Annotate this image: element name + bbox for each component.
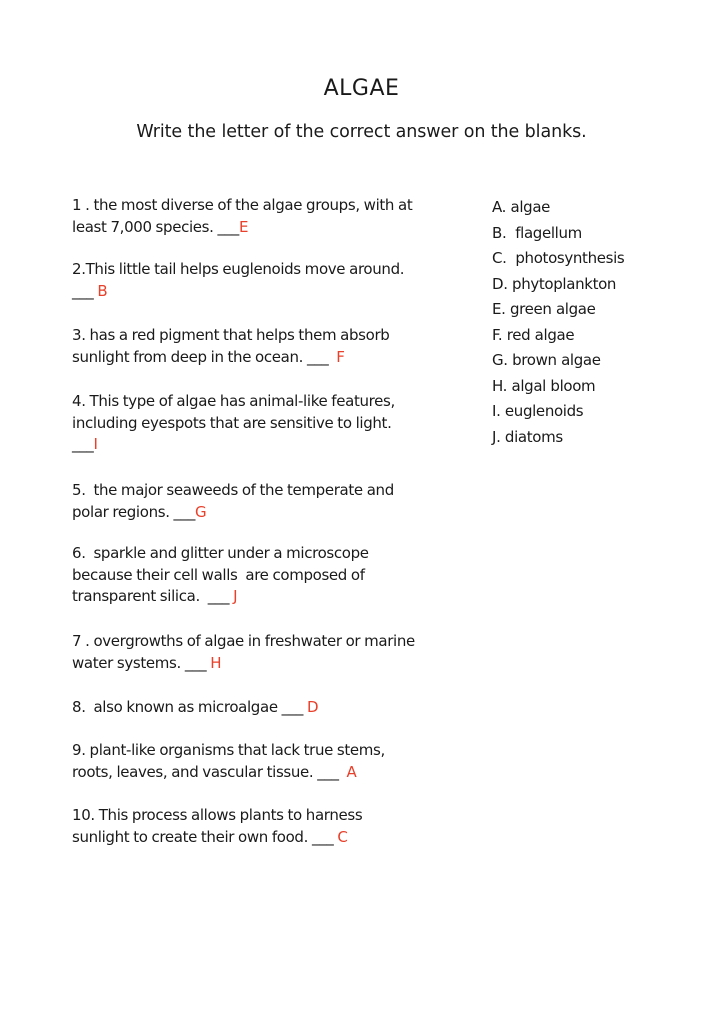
question-10 bbox=[72, 805, 467, 848]
question-9 bbox=[72, 740, 467, 783]
worksheet-title: ALGAE bbox=[323, 76, 400, 101]
question-5 bbox=[72, 480, 467, 523]
answer-letter: B bbox=[97, 281, 108, 300]
answer-letter: I bbox=[93, 435, 98, 453]
answer-letter: A bbox=[346, 762, 357, 781]
question-4 bbox=[72, 391, 467, 456]
question-text: including eyespots that are sensitive to light. bbox=[72, 413, 392, 432]
question-text: 7 . overgrowths of algae in freshwater or marine bbox=[72, 632, 415, 650]
question-8 bbox=[72, 697, 467, 719]
question-text: 8. also known as microalgae bbox=[72, 698, 282, 716]
choice-b: B. flagellum bbox=[492, 223, 582, 242]
question-text: roots, leaves, and vascular tissue. bbox=[72, 762, 318, 781]
question-text: sunlight from deep in the ocean. bbox=[72, 347, 307, 366]
question-text: 2.This little tail helps euglenoids move around. bbox=[72, 260, 405, 278]
question-2 bbox=[72, 259, 467, 302]
question-text: 4. This type of algae has animal-like features, bbox=[72, 392, 395, 410]
answer-blank[interactable]: ___ bbox=[317, 762, 339, 781]
question-6 bbox=[72, 543, 467, 608]
choice-f: F. red algae bbox=[492, 325, 575, 344]
answer-blank[interactable]: ___ bbox=[184, 653, 207, 672]
answer-choices-list bbox=[492, 195, 692, 450]
answer-letter: G bbox=[195, 502, 207, 521]
question-1 bbox=[72, 195, 467, 238]
choice-a: A. algae bbox=[492, 198, 551, 216]
choice-i: I. euglenoids bbox=[492, 402, 584, 420]
question-text: 9. plant-like organisms that lack true stems, bbox=[72, 741, 385, 759]
question-text: 6. sparkle and glitter under a microscope bbox=[72, 544, 369, 562]
question-text: 1 . the most diverse of the algae groups, with at bbox=[72, 196, 413, 214]
choice-e: E. green algae bbox=[492, 300, 596, 318]
worksheet-instructions: Write the letter of the correct answer on the blanks. bbox=[136, 122, 587, 142]
answer-blank[interactable]: ___ bbox=[281, 698, 304, 716]
question-text: 3. has a red pigment that helps them absorb bbox=[72, 326, 390, 344]
question-text: least 7,000 species. bbox=[72, 217, 218, 236]
answer-blank[interactable]: ___ bbox=[217, 217, 239, 236]
question-text: sunlight to create their own food. bbox=[72, 827, 312, 846]
choice-d: D. phytoplankton bbox=[492, 274, 617, 293]
answer-letter: C bbox=[337, 827, 348, 846]
answer-letter: E bbox=[238, 217, 249, 236]
answer-letter: F bbox=[336, 347, 345, 366]
choice-h: H. algal bloom bbox=[492, 376, 596, 395]
answer-blank[interactable]: ___ bbox=[72, 435, 94, 453]
answer-blank[interactable]: ___ bbox=[306, 347, 329, 366]
question-3 bbox=[72, 325, 467, 368]
spacer bbox=[339, 763, 347, 781]
question-text: 10. This process allows plants to harness bbox=[72, 806, 363, 824]
answer-letter: H bbox=[210, 653, 222, 672]
answer-blank[interactable]: ___ bbox=[173, 502, 195, 521]
answer-blank[interactable]: ___ bbox=[72, 281, 94, 300]
choice-j: J. diatoms bbox=[492, 427, 563, 446]
question-7 bbox=[72, 631, 467, 674]
answer-letter: D bbox=[307, 698, 319, 716]
choice-c: C. photosynthesis bbox=[492, 249, 625, 267]
answer-blank[interactable]: ___ bbox=[207, 587, 230, 605]
question-text: because their cell walls are composed of bbox=[72, 565, 365, 584]
question-text: polar regions. bbox=[72, 502, 174, 521]
answer-letter: J bbox=[233, 587, 238, 605]
question-text: transparent silica. bbox=[72, 587, 208, 605]
question-text: water systems. bbox=[72, 653, 185, 672]
question-text: 5. the major seaweeds of the temperate and bbox=[72, 481, 394, 499]
answer-blank[interactable]: ___ bbox=[311, 827, 334, 846]
choice-g: G. brown algae bbox=[492, 351, 601, 369]
